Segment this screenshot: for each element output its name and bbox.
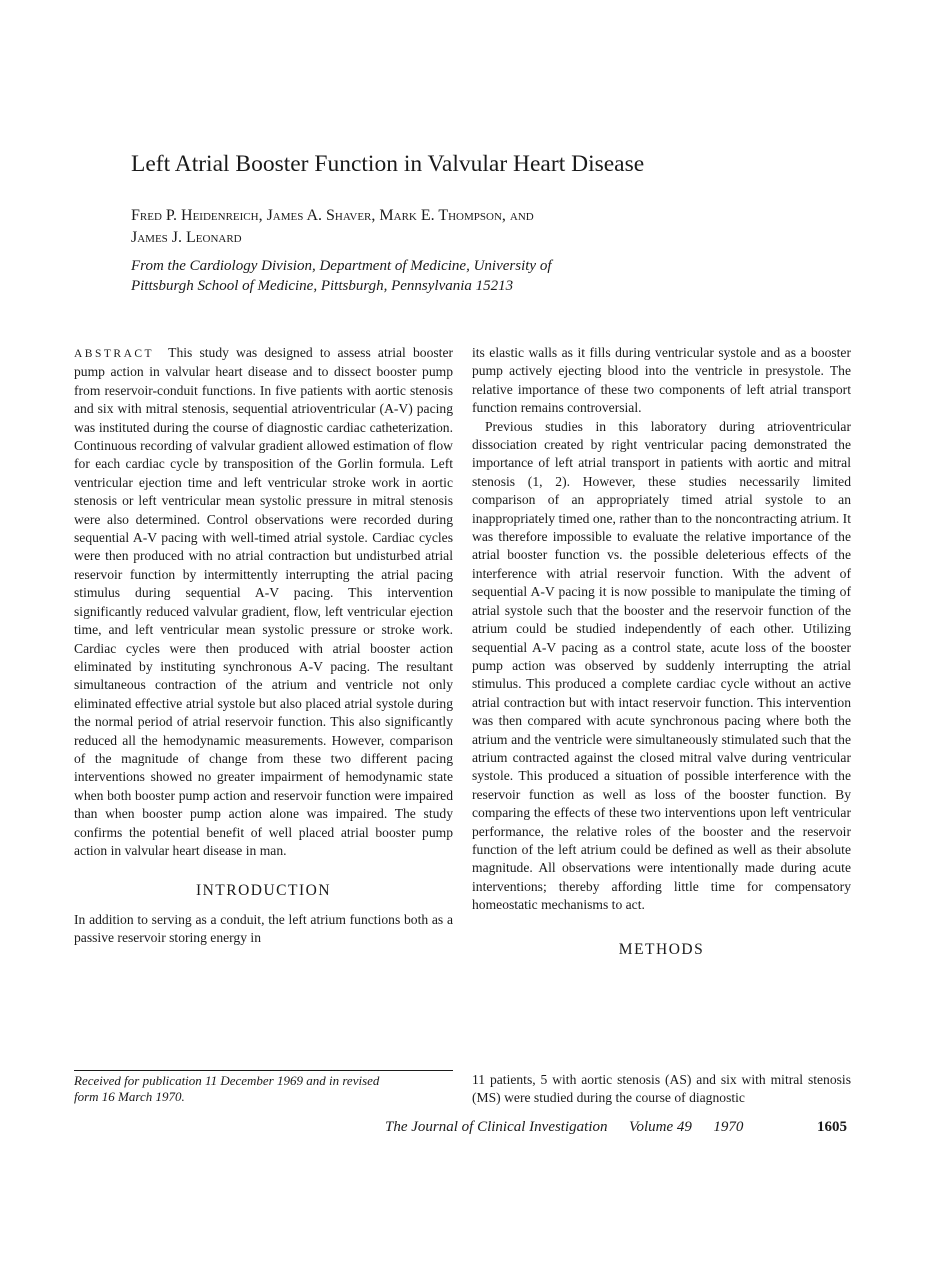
affiliation	[131, 256, 631, 296]
author-list	[131, 205, 651, 249]
introduction-paragraph-1-continued: its elastic walls as it fills during ventricular systole and as a booster pump actively ejecting blood into the ventricle in presystole. The relative importance of these two components of left atrial transport function remains controversial.	[472, 345, 851, 416]
methods-heading: METHODS	[618, 940, 705, 958]
running-footer	[385, 1119, 855, 1136]
abstract-label: ABSTRACT	[74, 348, 155, 360]
received-footnote	[74, 1070, 453, 1105]
affiliation-line-2: Pittsburgh School of Medicine, Pittsburgh, Pennsylvania 15213	[131, 278, 514, 294]
affiliation-line-1: From the Cardiology Division, Department of Medicine, University of	[131, 258, 552, 274]
journal-volume: Volume 49	[628, 1119, 692, 1135]
abstract-paragraph	[74, 344, 453, 860]
introduction-paragraph-1-start: In addition to serving as a conduit, the left atrium functions both as a passive reservoir storing energy in	[74, 911, 453, 946]
introduction-heading: INTRODUCTION	[195, 882, 332, 900]
footnote-line-1: Received for publication 11 December 1969 and in revised	[74, 1073, 380, 1088]
methods-paragraph: 11 patients, 5 with aortic stenosis (AS) and six with mitral stenosis (MS) were studied during the course of diagnostic	[472, 1072, 851, 1106]
article-title: Left Atrial Booster Function in Valvular Heart Disease	[131, 151, 645, 177]
introduction-paragraph-2: Previous studies in this laboratory during atrioventricular dissociation created by right ventricular pacing demonstrated the importance of left atrial transport in patients with aortic and mitral stenosis (1, 2). However, these studies necessarily limited comparison of an appropriately timed atrial systole to an inappropriately timed one, rather than to the noncontracting atrium. It was therefore impossible to evaluate the relative importance of the atrial booster function vs. the possible deleterious effects of the interference with atrial reservoir function. With the advent of sequential A-V pacing it is now possible to manipulate the timing of atrial systole such that the booster and the reservoir function of the atrium could be studied independently of each other. Utilizing sequential A-V pacing as a control state, acute loss of the booster pump action was observed by suddenly interrupting the atrial stimulus. This produced a complete cardiac cycle without an active atrial contraction but with intact reservoir function. This intervention was then compared with acute synchronous pacing where both the atrium and the ventricle were simultaneously stimulated such that the atrium contracted against the closed mitral valve during ventricular systole. This produced a situation of possible interference with the reservoir function as well as loss of the booster function. By comparing the effects of these two interventions upon left ventricular performance, the relative roles of the booster and the reservoir function of the left atrium could be defined as well as their absolute magnitude. All observations were intentionally made during acute interventions; thereby affording little time for compensatory homeostatic mechanisms to act.	[472, 418, 851, 913]
footnote-line-2: form 16 March 1970.	[74, 1089, 185, 1104]
right-column	[472, 344, 851, 967]
author-line-1: Fred P. Heidenreich, James A. Shaver, Mark E. Thompson, and	[131, 207, 534, 224]
abstract-text: This study was designed to assess atrial booster pump action in valvular heart disease and to dissect booster pump from reservoir-conduit functions. In five patients with aortic stenosis and six with mitral stenosis, sequential atrioventricular (A-V) pacing was instituted during the course of diagnostic cardiac catheterization. Continuous recording of valvular gradient allowed estimation of flow for each cardiac cycle by transposition of the Gorlin formula. Left ventricular ejection time and left ventricular stroke work in aortic stenosis or left ventricular mean systolic pressure in mitral stenosis were also determined. Control observations were recorded during sequential A-V pacing with well-timed atrial systole. Cardiac cycles were then produced with no atrial contraction but undisturbed atrial reservoir function by intermittently interrupting the atrial pacing stimulus during sequential A-V pacing. This intervention significantly reduced valvular gradient, flow, left ventricular ejection time, and left ventricular mean systolic pressure or stroke work. Cardiac cycles were then produced with atrial booster action eliminated by instituting synchronous A-V pacing. The resultant simultaneous contraction of the atrium and ventricle not only eliminated effective atrial systole but also placed atrial systole during the normal period of atrial reservoir function. This also significantly reduced all the hemodynamic measurements. However, comparison of the magnitude of change from these two different pacing interventions showed no greater impairment of hemodynamic state when both booster pump action and reservoir function were impaired than when booster pump action alone was impaired. The study confirms the potential benefit of well placed atrial booster pump action in valvular heart disease in man.	[74, 345, 453, 858]
journal-name: The Journal of Clinical Investigation	[385, 1119, 608, 1135]
left-column	[74, 344, 453, 948]
journal-year: 1970	[713, 1119, 744, 1135]
author-line-2: James J. Leonard	[131, 229, 242, 246]
page-number: 1605	[817, 1119, 847, 1135]
